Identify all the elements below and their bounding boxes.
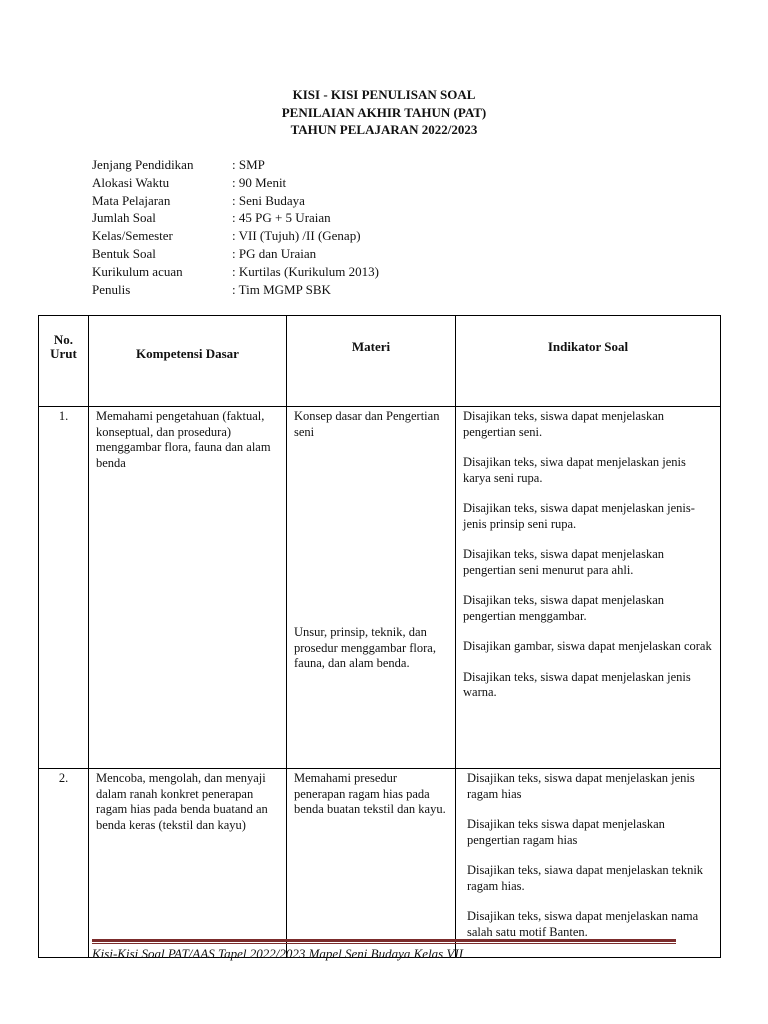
header-kompetensi-dasar-label: Kompetensi Dasar	[136, 346, 239, 361]
header-no-line2: Urut	[50, 346, 77, 361]
row-number	[39, 407, 89, 769]
meta-key: Mata Pelajaran	[92, 192, 171, 208]
table-header-row	[39, 316, 721, 407]
indikator-item: Disajikan teks, siswa dapat menjelaskan jenis ragam hias	[467, 771, 695, 801]
meta-key: Bentuk Soal	[92, 245, 156, 261]
meta-key: Alokasi Waktu	[92, 174, 170, 190]
footer-rule-thick	[92, 939, 676, 942]
meta-row	[92, 246, 379, 264]
table-row	[39, 769, 721, 958]
materi-text: Memahami presedur penerapan ragam hias pada benda buatan tekstil dan kayu.	[294, 771, 446, 816]
document-title-line3: TAHUN PELAJARAN 2022/2023	[290, 122, 478, 137]
meta-value: : Tim MGMP SBK	[232, 281, 331, 297]
materi-cell	[287, 407, 456, 769]
kd-cell	[89, 407, 287, 769]
kd-text: Mencoba, mengolah, dan menyaji dalam ranah konkret penerapan ragam hias pada benda buatand an benda keras (tekstil dan kayu)	[96, 771, 268, 832]
header-materi-label: Materi	[351, 339, 391, 354]
meta-key: Jenjang Pendidikan	[92, 157, 194, 172]
document-title-line2: PENILAIAN AKHIR TAHUN (PAT)	[281, 105, 487, 120]
meta-value: : PG dan Uraian	[232, 245, 317, 261]
meta-value: : Seni Budaya	[232, 192, 305, 208]
meta-key: Kurikulum acuan	[92, 263, 183, 279]
meta-row	[92, 282, 379, 300]
footer-text: Kisi-Kisi Soal PAT/AAS Tapel 2022/2023 Mapel Seni Budaya Kelas VII	[92, 946, 464, 961]
meta-key: Penulis	[92, 281, 131, 297]
kisi-kisi-table	[38, 315, 721, 958]
header-no-line1: No.	[53, 332, 74, 347]
indikator-cell	[456, 769, 721, 958]
meta-row	[92, 157, 379, 175]
indikator-item: Disajikan teks siswa dapat menjelaskan pengertian ragam hias	[467, 817, 665, 847]
materi-cell	[287, 769, 456, 958]
footer-rule-thin	[92, 943, 676, 944]
header-indikator-label: Indikator Soal	[547, 339, 629, 354]
indikator-item: Disajikan teks, siswa dapat menjelaskan pengertian menggambar.	[463, 593, 664, 623]
indikator-item: Disajikan teks, siawa dapat menjelaskan teknik ragam hias.	[467, 863, 704, 893]
indikator-item: Disajikan teks, siswa dapat menjelaskan jenis-jenis prinsip seni rupa.	[463, 501, 695, 531]
materi-text: Konsep dasar dan Pengertian seni	[294, 409, 440, 439]
header-materi	[287, 316, 456, 407]
meta-value: : SMP	[232, 157, 265, 172]
row-number-text: 1.	[58, 409, 69, 423]
kd-text: Memahami pengetahuan (faktual, konseptual, dan prosedura) menggambar flora, fauna dan alam benda	[96, 409, 271, 470]
meta-key: Kelas/Semester	[92, 228, 173, 244]
header-kompetensi-dasar	[89, 316, 287, 407]
meta-value: : Kurtilas (Kurikulum 2013)	[232, 263, 379, 279]
indikator-item: Disajikan teks, siswa dapat menjelaskan nama salah satu motif Banten.	[467, 909, 699, 939]
meta-row	[92, 193, 379, 211]
table-row	[39, 407, 721, 769]
kd-cell	[89, 769, 287, 958]
materi-text: Unsur, prinsip, teknik, dan prosedur menggambar flora, fauna, dan alam benda.	[294, 625, 436, 670]
meta-key: Jumlah Soal	[92, 210, 156, 226]
indikator-cell	[456, 407, 721, 769]
header-no-urut	[39, 316, 89, 407]
meta-value: : 45 PG + 5 Uraian	[232, 210, 331, 226]
meta-row	[92, 264, 379, 282]
meta-value: : VII (Tujuh) /II (Genap)	[232, 228, 361, 244]
indikator-item: Disajikan teks, siswa dapat menjelaskan jenis warna.	[463, 669, 691, 699]
row-number-text: 2.	[58, 771, 69, 785]
meta-row	[92, 210, 379, 228]
meta-row	[92, 175, 379, 193]
meta-row	[92, 228, 379, 246]
indikator-item: Disajikan teks, siwa dapat menjelaskan jenis karya seni rupa.	[463, 455, 686, 485]
indikator-item: Disajikan gambar, siswa dapat menjelaskan corak	[463, 639, 712, 653]
meta-info	[92, 157, 379, 299]
meta-value: : 90 Menit	[232, 174, 287, 190]
document-title-line1: KISI - KISI PENULISAN SOAL	[292, 87, 476, 102]
indikator-item: Disajikan teks, siswa dapat menjelaskan pengertian seni.	[463, 409, 664, 439]
header-indikator-soal	[456, 316, 721, 407]
indikator-item: Disajikan teks, siswa dapat menjelaskan pengertian seni menurut para ahli.	[463, 547, 664, 577]
row-number	[39, 769, 89, 958]
